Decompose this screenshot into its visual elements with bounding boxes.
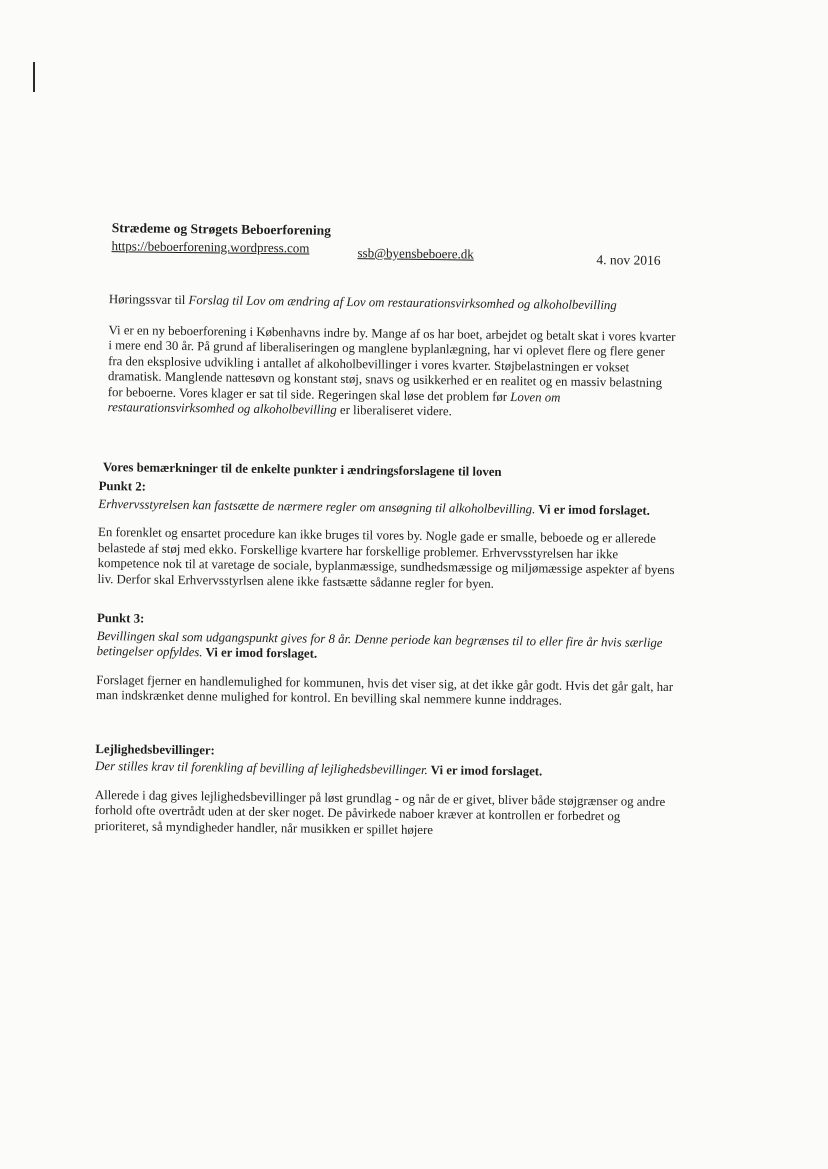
hearing-subject: [99, 292, 679, 315]
organisation-name: Strædeme og Strøgets Beboerforening: [111, 220, 331, 238]
letter-date: 4. nov 2016: [596, 252, 661, 268]
intro-law-reference: Loven om restaurationsvirksomhed og alkoholbevilling: [107, 389, 561, 417]
intro-suffix: er liberaliseret videre.: [336, 402, 452, 419]
organisation-website: https://beboerforening.wordpress.com: [111, 238, 310, 256]
hearing-law-title: Forslag til Lov om ændring af Lov om restaurationsvirksomhed og alkoholbevilling: [188, 293, 617, 313]
remarks-heading: Vores bemærkninger til de enkelte punkter i ændringsforslagene til loven: [102, 459, 502, 479]
stance-text: Vi er imod forslaget.: [427, 763, 543, 779]
point-body: En forenklet og ensartet procedure kan ikke bruges til vores by. Nogle gade er smalle, beboede og er allerede belastede af støj med ekko. Forskellige kvartere har forskellige problemer. Erhvervsstyrelsen har ikke kompetence nok til at varetage de sociale, byplanmæssige, sundhedsmæssige og miljømæssige aspekter af byens liv. Derfor skal Erhvervsstyrlsen alene ikke fastsætte sådanne regler for byen.: [97, 525, 675, 591]
point-heading: Punkt 3:: [96, 610, 145, 626]
proposal-text: Erhvervsstyrelsen kan fastsætte de nærmere regler om ansøgning til alkoholbevilling.: [98, 496, 536, 516]
point-heading: Lejlighedsbevillinger:: [95, 741, 215, 757]
point-section: [95, 479, 676, 594]
point-proposal: [95, 628, 675, 666]
point-body: Allerede i dag gives lejlighedsbevillinger på løst grundlag - og når de er givet, bliver både støjgrænser og andre forhold ofte overtrådt uden at der sker noget. De påvirkede naboer kræver at kontrollen er forbedret og prioriteret, så myndigheder handler, når musikken er spillet højere: [94, 787, 666, 837]
letter-header: [99, 212, 680, 271]
proposal-text: Der stilles krav til forenkling af bevilling af lejlighedsbevillinger.: [95, 758, 428, 778]
hearing-prefix: Høringssvar til: [108, 292, 189, 308]
stance-text: Vi er imod forslaget.: [202, 645, 318, 661]
stance-text: Vi er imod forslaget.: [535, 501, 650, 518]
point-heading: Punkt 2:: [98, 479, 147, 494]
point-body: Forslaget fjerner en handlemulighed for kommunen, hvis det viser sig, at det ikke går godt. Hvis det går galt, har man indskrænket denne mulighed for kontrol. En bevilling skal nemmere kunne inddrages.: [96, 672, 674, 708]
point-section: [94, 611, 675, 711]
intro-text: Vi er en ny beboerforening i Københavns indre by. Mange af os har boet, arbejdet og betalt skat i vores kvarter i mere end 30 år. På grund af liberaliseringen og manglene byplanlægning, har vi oplevet flere og flere gener fra den eksplosive udvikling i antallet af alkoholbevillinger i vores kvarter. Støjbelastningen er vokset dramatisk. Manglende nattesøvn og konstant støj, snavs og usikkerhed er en realitet og en massiv belastning for beboerne. Vores klager er sat til side. Regeringen skal løse det problem før: [107, 322, 676, 404]
letter-content: [92, 212, 680, 841]
point-section: [92, 741, 673, 841]
intro-paragraph: [98, 322, 679, 422]
proposal-text: Bevillingen skal som udgangspunkt gives for 8 år. Denne periode kan begrænses til to eller fire år hvis særlige betingelser opfyldes.: [96, 628, 663, 660]
organisation-email: ssb@byensbeboere.dk: [357, 245, 474, 262]
scan-artifact-mark: [33, 62, 35, 92]
